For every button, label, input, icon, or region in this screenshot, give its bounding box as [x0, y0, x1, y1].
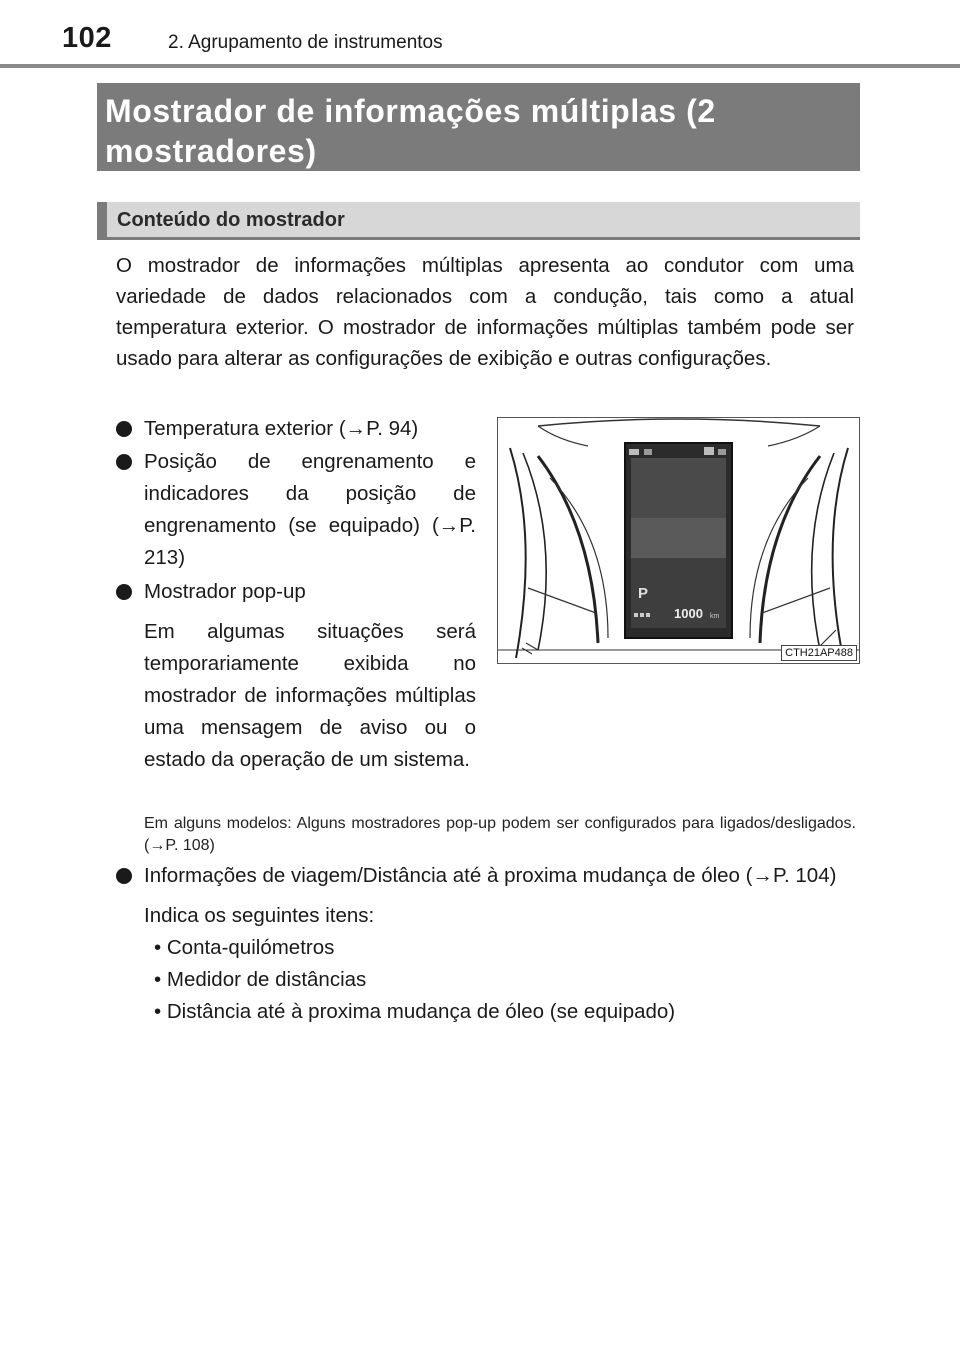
- odometer-unit: km: [710, 613, 720, 620]
- bullet-icon: [116, 446, 136, 478]
- intro-paragraph: O mostrador de informações múltiplas apresenta ao condutor com uma variedade de dados relacionados com a condução, tais como a atual temperatura exterior. O mostrador de informações múltiplas também pode ser usado para alterar as configurações de exibição e outras configurações.: [116, 254, 854, 370]
- subsection-title: Conteúdo do mostrador: [97, 202, 860, 240]
- bullet-detail: Indica os seguintes itens:: [144, 904, 375, 927]
- gear-position-label: P: [638, 585, 649, 602]
- bullet-text: Temperatura exterior (→P. 94): [144, 417, 419, 440]
- section-title: Mostrador de informações múltiplas (2 mostradores): [97, 83, 860, 171]
- bullet-item-trip-information: [116, 860, 856, 1028]
- bullet-item-shift-position: [116, 446, 476, 574]
- odometer-value: 1000: [674, 606, 703, 621]
- bullet-detail: Em algumas situações será temporariamente exibida no mostrador de informações múltiplas uma mensagem de aviso ou o estado da operação de um sistema.: [144, 620, 476, 771]
- sub-list-item: • Medidor de distâncias: [154, 968, 367, 991]
- bullet-icon: [116, 413, 136, 445]
- instrument-cluster-figure: [497, 417, 860, 664]
- sub-list-item: • Conta-quilómetros: [154, 936, 335, 959]
- page-number: 102: [62, 22, 112, 54]
- bullet-icon: [116, 860, 136, 892]
- bullet-item-outside-temperature: [116, 413, 476, 445]
- chapter-title: 2. Agrupamento de instrumentos: [168, 32, 443, 53]
- bullet-text: Informações de viagem/Distância até à proxima mudança de óleo (→P. 104): [144, 864, 837, 887]
- bullet-text: Posição de engrenamento e indicadores da posição de engrenamento (se equipado) (→P. 213): [144, 450, 476, 569]
- bullet-text: Mostrador pop-up: [144, 580, 306, 603]
- figure-code: CTH21AP488: [781, 645, 857, 661]
- bullet-item-popup-display: [116, 576, 476, 776]
- instrument-cluster-illustration: [498, 418, 859, 663]
- sub-list-item: • Distância até à proxima mudança de óleo (se equipado): [154, 1000, 676, 1023]
- note-text: Em alguns modelos: Alguns mostradores pop-up podem ser configurados para ligados/desligados. (→P. 108): [144, 815, 856, 854]
- bullet-icon: [116, 576, 136, 608]
- header-rule: [0, 64, 960, 68]
- sub-list: [154, 932, 856, 1028]
